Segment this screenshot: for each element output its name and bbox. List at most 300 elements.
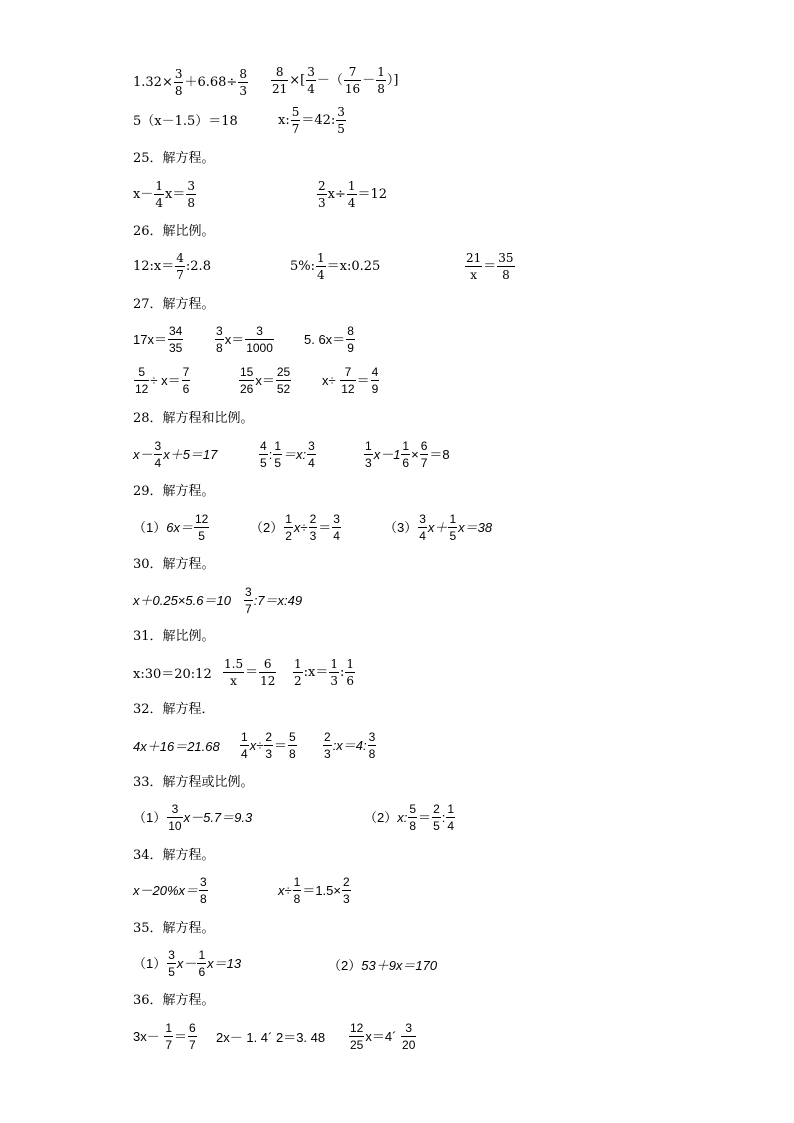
denominator: 10 — [168, 819, 182, 833]
expression-text: ＝8 — [429, 447, 450, 462]
fraction — [264, 731, 273, 760]
expression-text: x÷ — [278, 883, 292, 898]
expression-text: （2） — [250, 520, 284, 535]
equation-q31b — [222, 658, 277, 687]
equation-q28b — [258, 440, 317, 469]
expression-text: ＋6.68÷ — [184, 75, 238, 90]
denominator: 4 — [154, 456, 162, 470]
numerator: 2 — [343, 875, 350, 889]
denominator: 20 — [402, 1038, 416, 1052]
fraction — [446, 803, 455, 832]
expression-text: ＝ — [274, 738, 288, 753]
denominator: 4 — [419, 529, 426, 543]
equation-q35b — [328, 958, 437, 972]
fraction — [420, 440, 429, 469]
numerator: 7 — [182, 365, 190, 379]
fraction — [223, 658, 244, 687]
equation-q31a: x:30＝20:12 — [133, 667, 212, 682]
fraction — [293, 876, 302, 905]
expression-text: ＝1.5× — [302, 883, 341, 898]
numerator: 2 — [318, 179, 326, 193]
numerator: 1 — [241, 730, 248, 744]
expression-text: ＝x: — [283, 447, 307, 462]
denominator: 8 — [289, 747, 296, 761]
fraction — [259, 658, 276, 687]
heading-q33: 33．解方程或比例。 — [133, 775, 254, 790]
equation-q28a — [133, 440, 217, 469]
equation-q27e — [238, 366, 292, 395]
numerator: 2 — [433, 802, 440, 816]
denominator: 8 — [502, 268, 510, 282]
expression-text: 6x＝ — [166, 520, 193, 535]
denominator: 8 — [200, 892, 207, 906]
fraction — [291, 106, 301, 135]
fraction — [323, 731, 332, 760]
fraction — [317, 180, 327, 209]
fraction — [418, 513, 427, 542]
denominator: 5 — [198, 529, 205, 543]
denominator: 4 — [333, 529, 340, 543]
heading-q30: 30．解方程。 — [133, 557, 215, 572]
numerator: 1 — [365, 439, 372, 453]
expression-text: :x＝ — [303, 665, 329, 680]
numerator: 3 — [337, 105, 345, 119]
numerator: 8 — [239, 67, 247, 81]
fraction — [368, 731, 377, 760]
numerator: 1 — [402, 439, 410, 453]
expression-text: ×[ — [289, 73, 306, 88]
expression-text: 3x－ — [133, 1029, 164, 1044]
fraction — [432, 803, 441, 832]
denominator: 3 — [239, 84, 247, 98]
denominator: 35 — [168, 341, 183, 355]
denominator: 6 — [182, 382, 190, 396]
equation-q33a — [133, 803, 252, 832]
expression-text: 5%: — [290, 259, 316, 274]
expression-text: ＝x:0.25 — [326, 259, 381, 274]
numerator: 8 — [347, 324, 354, 338]
denominator: 5 — [433, 819, 440, 833]
numerator: 1 — [285, 512, 292, 526]
denominator: 5 — [274, 456, 281, 470]
fraction — [329, 658, 339, 687]
numerator: 4 — [176, 251, 184, 265]
numerator: 2 — [265, 730, 273, 744]
numerator: 6 — [420, 439, 428, 453]
denominator: 3 — [265, 747, 273, 761]
denominator: 6 — [198, 965, 206, 979]
denominator: 12 — [260, 674, 276, 688]
fraction — [347, 180, 357, 209]
heading-q31: 31．解比例。 — [133, 629, 215, 644]
denominator: 12 — [135, 382, 149, 396]
heading-q35: 35．解方程。 — [133, 921, 215, 936]
equation-q36c — [348, 1022, 417, 1051]
numerator: 21 — [466, 251, 482, 265]
numerator: 3 — [187, 179, 195, 193]
denominator: 5 — [337, 122, 345, 136]
expression-text: x÷ — [293, 520, 308, 535]
expression-text: x＋ — [427, 520, 448, 535]
fraction — [316, 252, 326, 281]
numerator: 1 — [317, 251, 325, 265]
heading-q26: 26．解比例。 — [133, 224, 215, 239]
fraction — [371, 366, 380, 395]
fraction — [342, 876, 351, 905]
numerator: 3 — [174, 67, 183, 81]
denominator: 8 — [368, 747, 376, 761]
expression-text: ＝ — [245, 665, 259, 680]
expression-text: x＝13 — [207, 956, 242, 971]
fraction — [309, 513, 318, 542]
numerator: 3 — [154, 439, 162, 453]
numerator: 3 — [307, 65, 315, 79]
numerator: 1 — [294, 657, 302, 671]
expression-text: 53＋9x＝170 — [361, 958, 438, 974]
equation-q34b — [278, 876, 352, 905]
denominator: 2 — [294, 674, 302, 688]
denominator: 7 — [420, 456, 428, 470]
expression-text: :7＝x:49 — [253, 593, 303, 608]
denominator: 8 — [187, 196, 195, 210]
denominator: 6 — [346, 674, 355, 688]
numerator: 4 — [371, 365, 379, 379]
numerator: 1 — [165, 1021, 173, 1035]
equation-q27a — [133, 325, 184, 354]
fraction — [239, 366, 254, 395]
heading-q34: 34．解方程。 — [133, 848, 215, 863]
expression-text: x－ — [133, 187, 154, 202]
denominator: 7 — [245, 602, 252, 616]
numerator: 7 — [340, 366, 355, 381]
equation-q25a — [133, 180, 197, 209]
numerator: 1 — [377, 65, 385, 79]
expression-text: : — [441, 810, 446, 825]
fraction — [293, 658, 303, 687]
numerator: 1 — [346, 657, 355, 671]
fraction — [199, 876, 208, 905]
numerator: 1 — [293, 875, 301, 889]
denominator: 52 — [276, 382, 291, 396]
expression-text: － — [362, 73, 376, 88]
denominator: 3 — [343, 892, 350, 906]
denominator: 12 — [341, 382, 355, 396]
expression-text: x＝4´ — [365, 1029, 401, 1044]
numerator: 6 — [259, 658, 276, 673]
fraction — [448, 513, 457, 542]
numerator: 6 — [189, 1021, 196, 1035]
expression-text: x÷ — [322, 373, 340, 388]
fraction — [154, 180, 164, 209]
equation-top-2a: 5（x－1.5）＝18 — [133, 114, 238, 129]
fraction — [273, 440, 282, 469]
numerator: 5 — [291, 105, 300, 119]
denominator: 4 — [447, 819, 455, 833]
denominator: 26 — [240, 382, 254, 396]
denominator: 7 — [189, 1038, 196, 1052]
fraction — [497, 252, 514, 281]
numerator: 1 — [155, 179, 163, 193]
fraction — [401, 440, 410, 469]
fraction — [307, 440, 316, 469]
expression-text: x＋5＝17 — [163, 447, 218, 462]
denominator: 9 — [347, 341, 354, 355]
denominator: 9 — [371, 382, 379, 396]
fraction — [376, 66, 386, 95]
numerator: 3 — [308, 439, 315, 453]
fraction — [238, 68, 248, 97]
equation-q32b — [239, 731, 298, 760]
numerator: 3 — [200, 875, 207, 889]
fraction — [167, 949, 176, 978]
heading-q29: 29．解方程。 — [133, 484, 215, 499]
fraction — [182, 366, 191, 395]
numerator: 12 — [350, 1021, 364, 1035]
fraction — [244, 586, 253, 615]
denominator: 4 — [307, 82, 315, 96]
numerator: 1 — [449, 512, 457, 526]
denominator: 7 — [165, 1038, 173, 1052]
equation-q34a — [133, 876, 209, 905]
numerator: 12 — [194, 512, 209, 526]
expression-text: x＝ — [164, 187, 186, 202]
numerator: 3 — [333, 512, 340, 526]
equation-q27f — [322, 366, 380, 395]
equation-q26c — [464, 252, 516, 281]
numerator: 4 — [260, 439, 267, 453]
equation-q29c — [384, 513, 492, 542]
numerator: 15 — [240, 365, 254, 379]
fraction — [197, 949, 206, 978]
expression-text: × — [411, 447, 419, 462]
numerator: 1.5 — [224, 657, 244, 671]
heading-q32: 32．解方程． — [133, 702, 215, 717]
numerator: 5 — [289, 730, 296, 744]
fraction — [340, 366, 355, 395]
numerator: 1 — [198, 948, 206, 962]
denominator: 6 — [402, 456, 410, 470]
expression-text: ＝ — [483, 259, 497, 274]
numerator: 1 — [330, 657, 338, 671]
fraction — [240, 731, 249, 760]
equation-q33b — [364, 803, 456, 832]
equation-q26a — [133, 252, 211, 281]
expression-text: x÷ — [327, 187, 346, 202]
heading-q25: 25．解方程。 — [133, 151, 215, 166]
expression-text: （2） — [364, 810, 398, 825]
expression-text: x÷ — [249, 738, 264, 753]
equation-q27d — [133, 366, 191, 395]
equation-q28c — [363, 440, 450, 469]
denominator: 5 — [168, 965, 175, 979]
numerator: 34 — [168, 324, 183, 338]
denominator: 25 — [350, 1038, 364, 1052]
equation-q29a — [133, 513, 210, 542]
fraction — [167, 803, 182, 832]
denominator: 21 — [272, 82, 288, 96]
denominator: 5 — [260, 456, 267, 470]
fraction — [401, 1022, 416, 1051]
fraction — [346, 325, 355, 354]
denominator: 8 — [216, 341, 223, 355]
denominator: 8 — [409, 819, 417, 833]
fraction — [408, 803, 417, 832]
denominator: 7 — [291, 122, 300, 136]
heading-q27: 27．解方程。 — [133, 297, 215, 312]
equation-q25b — [316, 180, 387, 209]
fraction — [188, 1022, 197, 1051]
equation-q35a — [133, 949, 241, 978]
equation-top-1b — [270, 66, 398, 95]
denominator: 8 — [293, 892, 301, 906]
equation-q32a: 4x＋16＝21.68 — [133, 739, 220, 754]
expression-text: ＝42: — [301, 113, 336, 128]
equation-q27c — [304, 325, 356, 354]
expression-text: x－1 — [373, 447, 401, 462]
fraction — [175, 252, 185, 281]
fraction — [134, 366, 149, 395]
expression-text: x: — [397, 810, 408, 825]
denominator: 4 — [155, 196, 163, 210]
expression-text: ＝ — [318, 520, 332, 535]
fraction — [332, 513, 341, 542]
expression-text: ÷ x＝ — [150, 373, 181, 388]
fraction — [154, 440, 163, 469]
expression-text: x: — [278, 113, 290, 128]
fraction — [345, 658, 355, 687]
numerator: 2 — [324, 730, 331, 744]
denominator: x — [470, 268, 478, 282]
denominator: 4 — [317, 268, 325, 282]
denominator: 1000 — [246, 341, 273, 355]
expression-text: 12:x＝ — [133, 259, 175, 274]
expression-text: x－ — [133, 447, 153, 462]
denominator: 4 — [308, 456, 315, 470]
denominator: 8 — [174, 84, 183, 98]
expression-text: x＝ — [255, 373, 275, 388]
numerator: 5 — [409, 802, 417, 816]
fraction — [259, 440, 268, 469]
numerator: 3 — [368, 730, 376, 744]
heading-q28: 28．解方程和比例。 — [133, 411, 254, 426]
numerator: 1 — [274, 439, 281, 453]
denominator: 3 — [330, 674, 338, 688]
expression-text: ＝ — [174, 1029, 188, 1044]
equation-q26b — [290, 252, 380, 281]
denominator: 3 — [309, 529, 317, 543]
numerator: 7 — [344, 66, 361, 81]
fraction — [284, 513, 293, 542]
expression-text: :x＝4: — [332, 738, 367, 753]
numerator: 3 — [167, 803, 182, 818]
numerator: 3 — [419, 512, 426, 526]
equation-q29b — [250, 513, 342, 542]
expression-text: （2） — [328, 958, 362, 974]
fraction — [306, 66, 316, 95]
equation-q30a: x＋0.25×5.6＝10 — [133, 593, 231, 608]
equation-q31c — [292, 658, 356, 687]
equation-q32c — [322, 731, 377, 760]
equation-top-2b — [278, 106, 347, 135]
fraction — [465, 252, 482, 281]
equation-q27b — [214, 325, 275, 354]
fraction — [215, 325, 224, 354]
fraction — [276, 366, 291, 395]
expression-text: ＝12 — [357, 187, 388, 202]
expression-text: :2.8 — [185, 259, 211, 274]
fraction — [336, 106, 346, 135]
numerator: 2 — [309, 512, 317, 526]
fraction — [174, 68, 184, 97]
numerator: 8 — [271, 66, 288, 81]
denominator: 16 — [344, 82, 361, 96]
numerator: 25 — [276, 365, 291, 379]
fraction — [245, 325, 274, 354]
fraction — [194, 513, 209, 542]
fraction — [344, 66, 361, 95]
expression-text: （1） — [133, 956, 167, 971]
numerator: 3 — [168, 948, 175, 962]
expression-text: 1.32× — [133, 75, 173, 90]
expression-text: : — [268, 447, 273, 462]
fraction — [288, 731, 297, 760]
denominator: 8 — [377, 82, 385, 96]
fraction — [168, 325, 183, 354]
expression-text: 17x＝ — [133, 332, 167, 347]
expression-text: ＝ — [356, 373, 370, 388]
expression-text: x－5.7＝9.3 — [183, 810, 253, 825]
denominator: 7 — [176, 268, 184, 282]
denominator: 5 — [449, 529, 457, 543]
denominator: 3 — [365, 456, 372, 470]
expression-text: ＝ — [418, 810, 432, 825]
fraction — [364, 440, 373, 469]
numerator: 3 — [245, 585, 252, 599]
numerator: 1 — [347, 179, 356, 193]
denominator: 4 — [347, 196, 356, 210]
numerator: 3 — [245, 325, 274, 340]
equation-top-1a — [133, 68, 249, 97]
equation-q30b — [243, 586, 302, 615]
expression-text: : — [340, 665, 345, 680]
numerator: 35 — [498, 251, 514, 265]
expression-text: （1） — [133, 520, 167, 535]
expression-text: x－20%x＝ — [133, 883, 199, 898]
numerator: 3 — [216, 324, 223, 338]
expression-text: （3） — [384, 520, 418, 535]
denominator: 3 — [318, 196, 326, 210]
fraction — [349, 1022, 364, 1051]
expression-text: ）] — [386, 73, 399, 88]
equation-q36b: 2x－ 1. 4´ 2＝3. 48 — [216, 1030, 326, 1045]
expression-text: x＝38 — [458, 520, 493, 535]
equation-q36a — [133, 1022, 198, 1051]
numerator: 3 — [401, 1022, 416, 1037]
denominator: 3 — [324, 747, 331, 761]
expression-text: （1） — [133, 810, 167, 825]
denominator: x — [230, 674, 237, 688]
numerator: 1 — [447, 802, 455, 816]
expression-text: x＝ — [224, 332, 245, 347]
denominator: 2 — [285, 529, 292, 543]
numerator: 5 — [134, 366, 149, 381]
expression-text: x－ — [176, 956, 197, 971]
heading-q36: 36．解方程。 — [133, 993, 215, 1008]
fraction — [164, 1022, 173, 1051]
expression-text: －（ — [316, 73, 343, 88]
expression-text: 5. 6x＝ — [304, 332, 346, 347]
denominator: 4 — [241, 747, 248, 761]
